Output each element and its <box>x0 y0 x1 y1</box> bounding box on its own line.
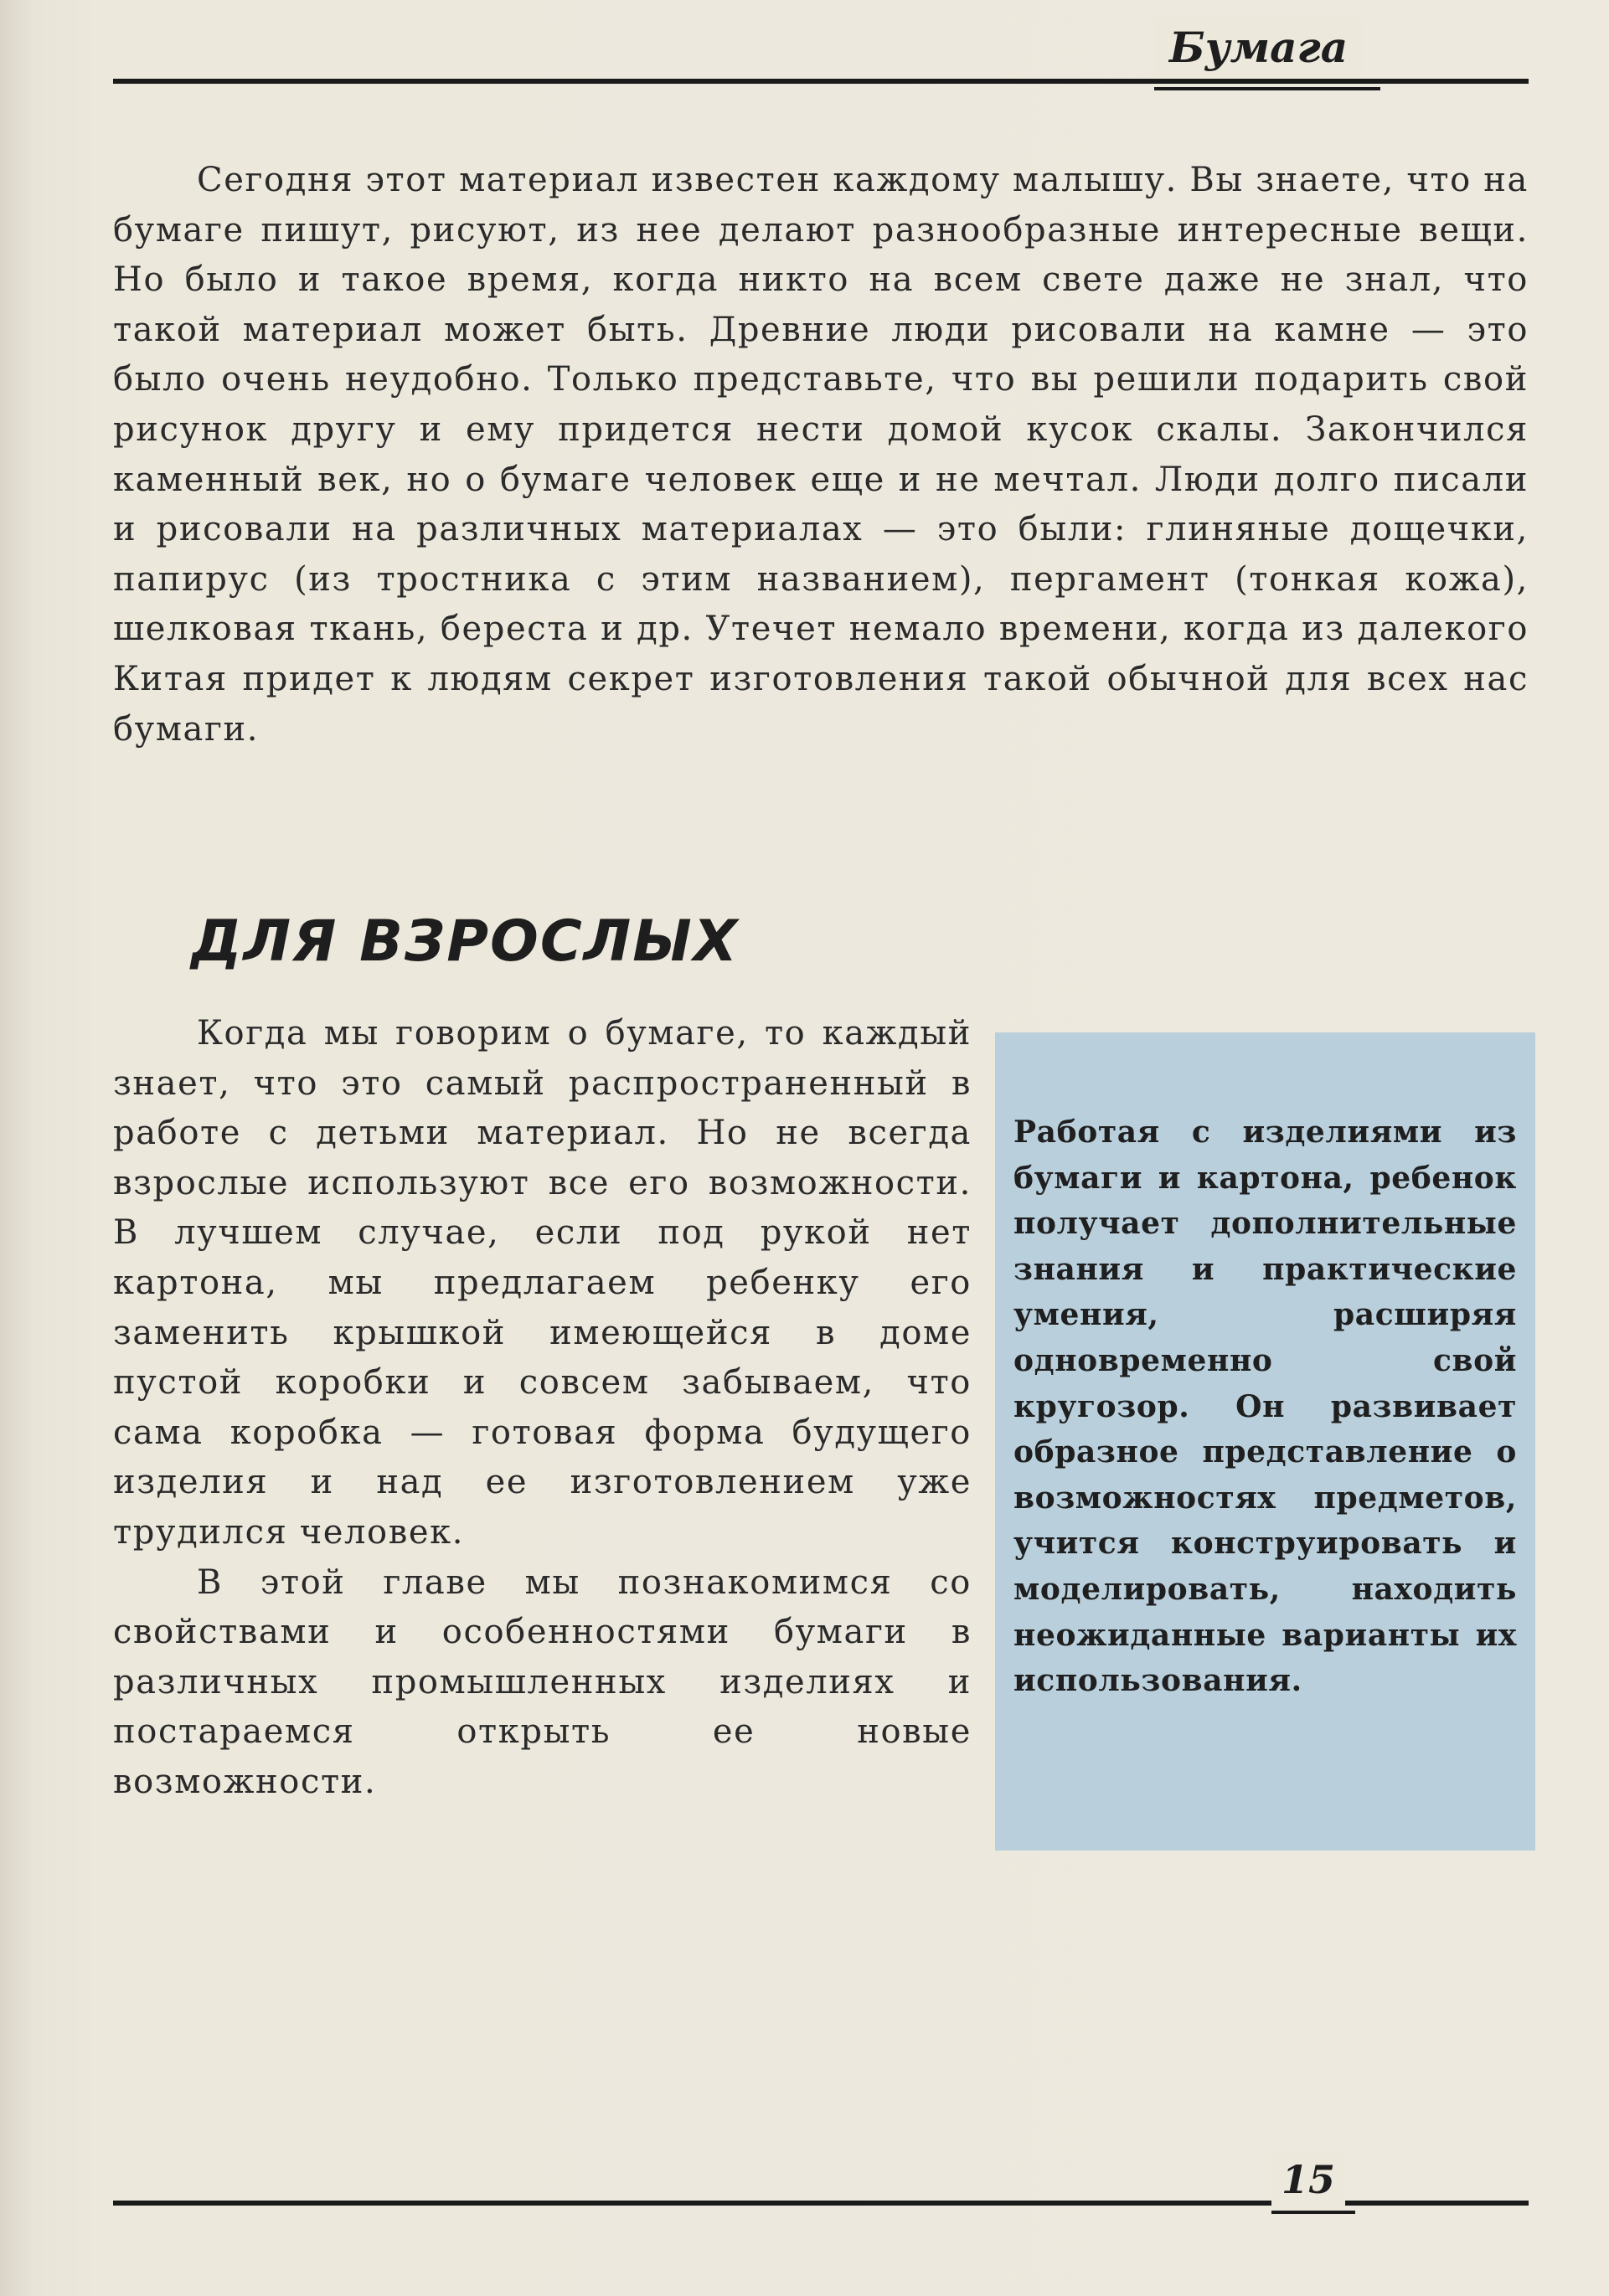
page-number: 15 <box>1271 2150 1345 2209</box>
section-paragraph: Когда мы говорим о бумаге, то каждый знает, что это самый распространенный в работе с детьми материал. Но не всегда взрослые используют все его возможности. В лучшем случае, если под рукой нет картона, мы предлагаем ребенку его заменить крышкой имеющейся в доме пустой коробки и совсем забываем, что сама коробка — готовая форма будущего изделия и над ее изготовлением уже трудился человек. <box>113 1014 972 1552</box>
header-rule <box>113 79 1529 84</box>
running-header-title: Бумага <box>1154 18 1363 77</box>
section-heading: ДЛЯ ВЗРОСЛЫХ <box>191 909 740 975</box>
section-body <box>113 1009 972 1808</box>
section-paragraph: В этой главе мы познакомимся со свойствами и особенностями бумаги в различных промышленных изделиях и постараемся открыть ее новые возможности. <box>113 1562 972 1801</box>
header-title-underline <box>1154 87 1380 90</box>
intro-paragraph: Сегодня этот материал известен каждому малышу. Вы знаете, что на бумаге пишут, рисуют, из нее делают разнообразные интересные вещи. Но было и такое время, когда никто на всем свете даже не знал, что такой материал может быть. Древние люди рисовали на камне — это было очень неудобно. Только представьте, что вы решили подарить свой рисунок другу и ему придется нести домой кусок скалы. Закончился каменный век, но о бумаге человек еще и не мечтал. Люди долго писали и рисовали на различных материалах — это были: глиняные дощечки, папирус (из тростника с этим названием), пергамент (тонкая кожа), шелковая ткань, береста и др. Утечет немало времени, когда из далекого Китая придет к людям секрет изготовления такой обычной для всех нас бумаги. <box>113 161 1529 749</box>
page-number-underline <box>1271 2211 1355 2214</box>
sidebar-text: Работая с изделиями из бумаги и картона, ребенок получает дополнительные знания и практические умения, расширяя одновременно свой кругозор. Он развивает образное представление о возможностях предметов, учится конструировать и моделировать, находить неожиданные варианты их использования. <box>1013 1115 1517 1699</box>
sidebar-box <box>995 1032 1535 1851</box>
